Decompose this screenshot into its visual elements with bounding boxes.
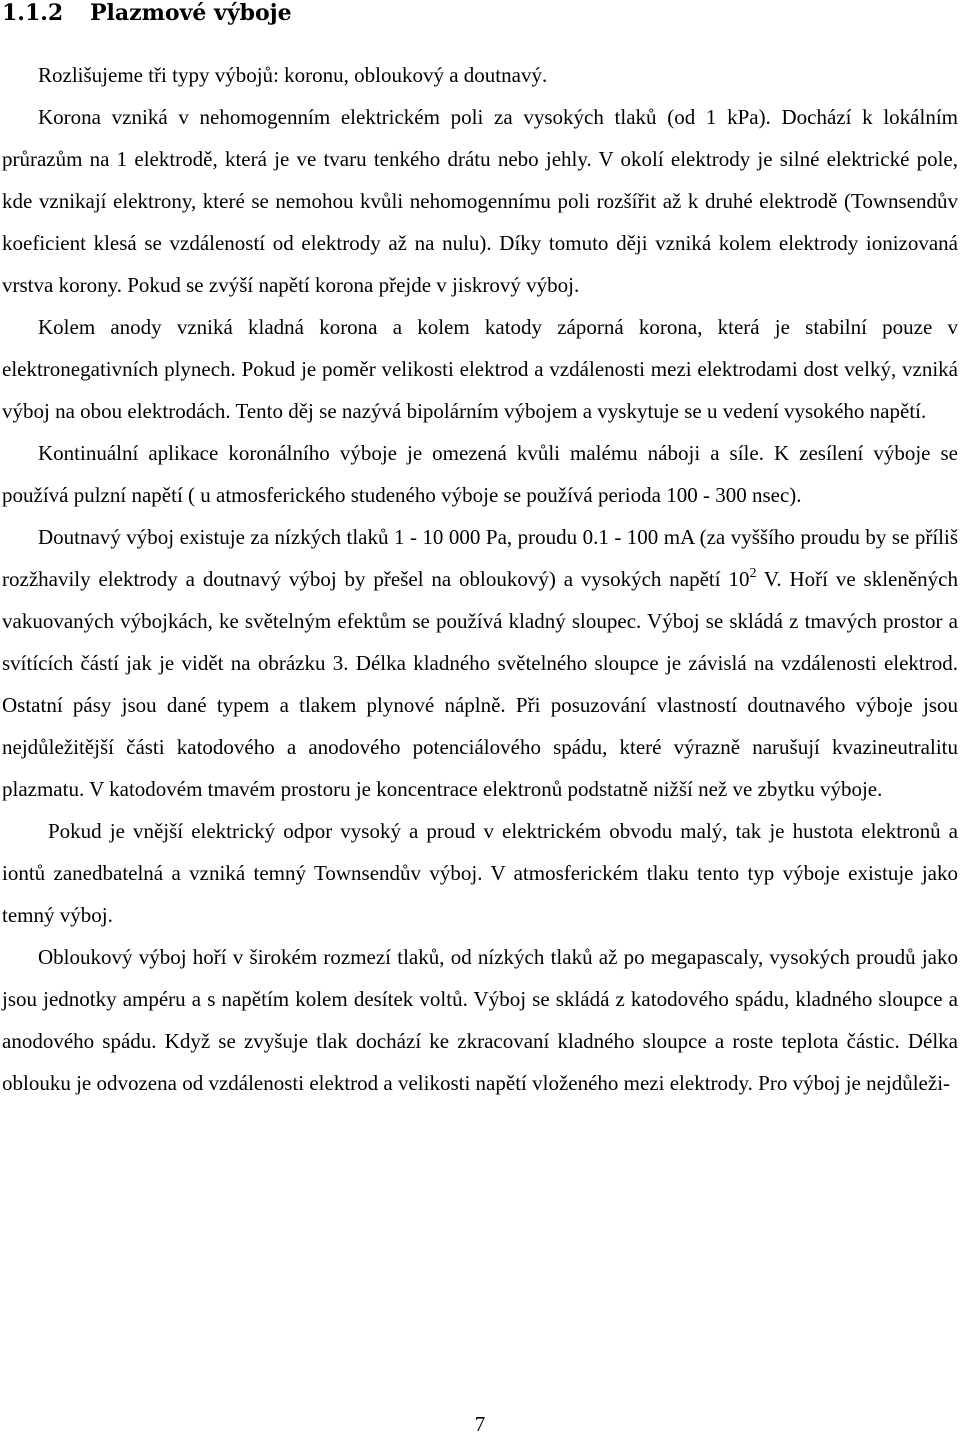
paragraph-intro: Rozlišujeme tři typy výbojů: koronu, obloukový a doutnavý.: [38, 63, 548, 87]
page-number: 7: [474, 1412, 486, 1436]
glow-text-end: V. Hoří ve skleněných vakuovaných výbojkách, ke světelným efektům se používá kladný sloupec. Výboj se skládá z tmavých prostor a svítících částí jak je vidět na obrázku 3. Délka kladného světelného sloupce je závislá na vzdálenosti elektrod. Ostatní pásy jsou dané typem a tlakem plynové náplně. Při posuzování vlastností doutnavého výboje jsou nejdůležitější části katodového a anodového potenciálového spádu, které výrazně narušují kvazineutralitu plazmatu. V katodovém tmavém prostoru je koncentrace elektronů podstatně nižší než ve zbytku výboje.: [2, 567, 958, 801]
section-title: Plazmové výboje: [90, 0, 292, 26]
paragraph-dark-discharge: Pokud je vnější elektrický odpor vysoký a proud v elektrickém obvodu malý, tak je hustota elektronů a iontů zanedbatelná a vzniká temný Townsendův výboj. V atmosferickém tlaku tento typ výboje existuje jako temný výboj.: [2, 819, 958, 927]
section-heading: [2, 0, 292, 26]
paragraph-glow-discharge: [2, 516, 958, 810]
exponent: 2: [749, 566, 757, 581]
glow-text-start: Doutnavý výboj existuje za nízkých tlaků 1 - 10 000 Pa, proudu 0.1 - 100 mA (za vyššího proudu by se příliš rozžhavily elektrody a doutnavý výboj by přešel na obloukový) a vysokých napětí 10: [2, 525, 958, 591]
section-number: 1.1.2: [2, 0, 64, 26]
paragraph-arc-discharge: Obloukový výboj hoří v širokém rozmezí tlaků, od nízkých tlaků až po megapascaly, vysokých proudů jako jsou jednotky ampéru a s napětím kolem desítek voltů. Výboj se skládá z katodového spádu, kladného sloupce a anodového spádu. Když se zvyšuje tlak dochází ke zkracovaní kladného sloupce a roste teplota částic. Délka oblouku je odvozena od vzdálenosti elektrod a velikosti napětí vloženého mezi elektrody. Pro výboj je nejdůleži-: [2, 945, 958, 1095]
section-body: [2, 54, 958, 1104]
paragraph-corona-application: Kontinuální aplikace koronálního výboje je omezená kvůli malému náboji a síle. K zesílení výboje se používá pulzní napětí ( u atmosferického studeného výboje se používá perioda 100 - 300 nsec).: [2, 441, 958, 507]
paragraph-corona: Korona vzniká v nehomogenním elektrickém poli za vysokých tlaků (od 1 kPa). Dochází k lokálním průrazům na 1 elektrodě, která je ve tvaru tenkého drátu nebo jehly. V okolí elektrody je silné elektrické pole, kde vznikají elektrony, které se nemohou kvůli nehomogennímu poli rozšířit až k druhé elektrodě (Townsendův koeficient klesá se vzdáleností od elektrody až na nulu). Díky tomuto ději vzniká kolem elektrody ionizovaná vrstva korony. Pokud se zvýší napětí korona přejde v jiskrový výboj.: [2, 105, 958, 297]
paragraph-corona-polarity: Kolem anody vzniká kladná korona a kolem katody záporná korona, která je stabilní pouze v elektronegativních plynech. Pokud je poměr velikosti elektrod a vzdálenosti mezi elektrodami dost velký, vzniká výboj na obou elektrodách. Tento děj se nazývá bipolárním výbojem a vyskytuje se u vedení vysokého napětí.: [2, 315, 958, 423]
